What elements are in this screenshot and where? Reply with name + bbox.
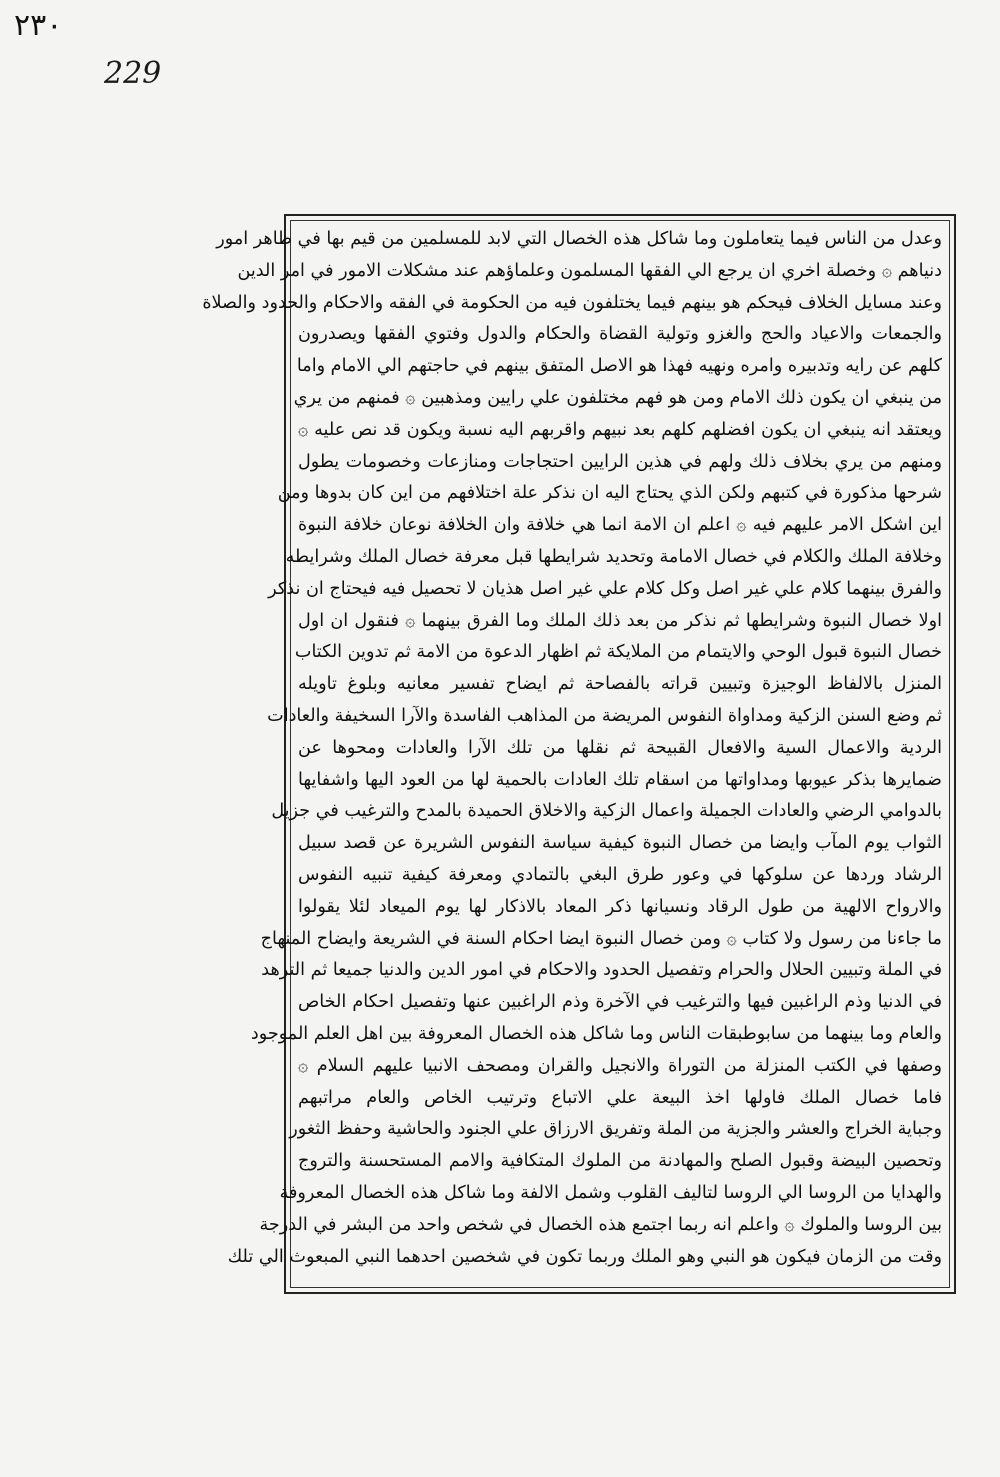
manuscript-line: بين الروسا والملوك ۞ واعلم انه ربما اجتمع هذه الخصال في شخص واحد من البشر في الدرجة — [259, 1214, 942, 1235]
manuscript-line: وعند مسايل الخلاف فيحكم هو بينهم فيما يختلفون فيه من الحكومة في الفقه والاحكام والحدود والصلاة — [202, 292, 942, 313]
manuscript-line: والارواح الالهية من طول الرقاد ونسيانها ذكر المعاد بالاذكار لها يوم الميعاد لئلا يقولوا — [298, 896, 942, 917]
manuscript-line: وصفها في الكتب المنزلة من التوراة والانجيل والقران ومصحف الانبيا عليهم السلام ۞ — [298, 1055, 942, 1076]
manuscript-line: ما جاءنا من رسول ولا كتاب ۞ ومن خصال النبوة ايضا احكام السنة في الشريعة وايضاح المنهاج — [260, 928, 942, 949]
manuscript-line: ويعتقد انه ينبغي ان يكون افضلهم كلهم بعد نبيهم واقربهم اليه نسبة ويكون قد نص عليه ۞ — [298, 419, 942, 440]
manuscript-line: شرحها مذكورة في كتبهم ولكن الذي يحتاج اليه ان نذكر علة اختلافهم من اين كان بدوها ومن — [277, 483, 942, 504]
folio-number-arabic: ٢٣٠ — [14, 8, 63, 43]
manuscript-line: ضمايرها بذكر عيوبها ومداواتها من اسقام تلك العادات بالحمية لها من العود اليها واشفايها — [298, 769, 942, 790]
manuscript-line: وعدل من الناس فيما يتعاملون وما شاكل هذه الخصال التي لابد للمسلمين من قيم بها في ظاهر امور — [216, 229, 942, 249]
manuscript-line: بالدوامي الرضي والعادات الجميلة واعمال الزكية والاخلاق الحميدة بالمدح والترغيب في جزيل — [271, 801, 942, 822]
manuscript-frame — [202, 214, 956, 1294]
manuscript-line: اين اشكل الامر عليهم فيه ۞ اعلم ان الامة انما هي خلافة وان الخلافة نوعان خلافة النبوة — [298, 515, 942, 536]
manuscript-line: في الدنيا وذم الراغبين فيها والترغيب في الآخرة وذم الراغبين عنها وتفصيل احكام الخاص — [298, 992, 942, 1013]
manuscript-line: والعام وما بينهما من سابوطبقات الناس وما شاكل هذه الخصال المعروفة بين اهل العلم الموجود — [250, 1023, 942, 1044]
manuscript-line: والجمعات والاعياد والحج والغزو وتولية القضاة والحكام والدول وفتوي الفقها ويصدرون — [298, 324, 942, 345]
manuscript-line: والفرق بينهما كلام علي غير اصل وكل كلام علي غير اصل هذيان لا تحصيل فيه فيحتاج ان نذكر — [268, 578, 942, 599]
manuscript-line: وخلافة الملك والكلام في خصال الامامة وتحديد شرايطها قبل معرفة خصال الملك وشرايطه — [285, 546, 942, 567]
manuscript-line: الثواب يوم المآب وايضا من خصال النبوة كيفية سياسة النفوس الشريرة عن قصد سبيل — [298, 833, 942, 854]
manuscript-line: المنزل بالالفاظ الوجيزة وتبيين قراته بالفصاحة ثم ايضاح تفسير معانيه وبلوغ تاويله — [298, 674, 942, 695]
manuscript-line: الرشاد وردها عن سلوكها في وعور طرق البغي بالتمادي ومعرفة كيفية تنبيه النفوس — [298, 864, 942, 885]
manuscript-text-block — [202, 224, 942, 1284]
manuscript-line: دنياهم ۞ وخصلة اخري ان يرجع الي الفقها المسلمون وعلماؤهم عند مشكلات الامور في امر الدين — [237, 260, 942, 281]
manuscript-line: والهدايا من الروسا الي الروسا لتاليف القلوب وشمل الالفة وما شاكل هذه الخصال المعروفة — [279, 1182, 942, 1203]
manuscript-line: الردية والاعمال السية والافعال القبيحة ثم نقلها من تلك الآرا والعادات ومحوها عن — [298, 737, 942, 758]
manuscript-line: ثم وضع السنن الزكية ومداواة النفوس المريضة من المذاهب الفاسدة والآرا السخيفة والعادات — [267, 705, 942, 726]
manuscript-line: اولا خصال النبوة وشرايطها ثم نذكر من بعد ذلك الملك وما الفرق بينهما ۞ فنقول ان اول — [298, 610, 942, 631]
manuscript-line: ومنهم من يري بخلاف ذلك ولهم في هذين الرايين احتجاجات ومنازعات وخصومات يطول — [298, 451, 942, 472]
manuscript-line: من ينبغي ان يكون ذلك الامام ومن هو فهم مختلفون علي رايين ومذهبين ۞ فمنهم من يري — [293, 387, 942, 408]
manuscript-line: وقت من الزمان فيكون هو النبي وهو الملك وربما تكون في شخصين احدهما النبي المبعوث الي تلك — [227, 1246, 942, 1267]
manuscript-line: خصال النبوة قبول الوحي والايتمام من الملايكة ثم اظهار الدعوة من الامة ثم تدوين الكتاب — [294, 642, 942, 663]
manuscript-line: فاما خصال الملك فاولها اخذ البيعة علي الاتباع وترتيب الخاص والعام مراتبهم — [298, 1087, 942, 1108]
manuscript-line: في الملة وتبيين الحلال والحرام وتفصيل الحدود والاحكام في امور الدين والدنيا جميعا ثم الترهد — [261, 960, 942, 981]
folio-number-latin: 229 — [104, 56, 162, 91]
manuscript-line: وتحصين البيضة وقبول الصلح والمهادنة من الملوك المتكافية والامم المستحسنة والتروج — [298, 1151, 942, 1172]
manuscript-line: كلهم عن رايه وتدبيره وامره ونهيه فهذا هو الاصل المتفق بينهم في حاجتهم الي الامام واما — [296, 356, 942, 377]
manuscript-line: وجباية الخراج والعشر والجزية من الملة وتفريق الارزاق علي الجنود والحاشية وحفظ الثغور — [289, 1119, 942, 1140]
